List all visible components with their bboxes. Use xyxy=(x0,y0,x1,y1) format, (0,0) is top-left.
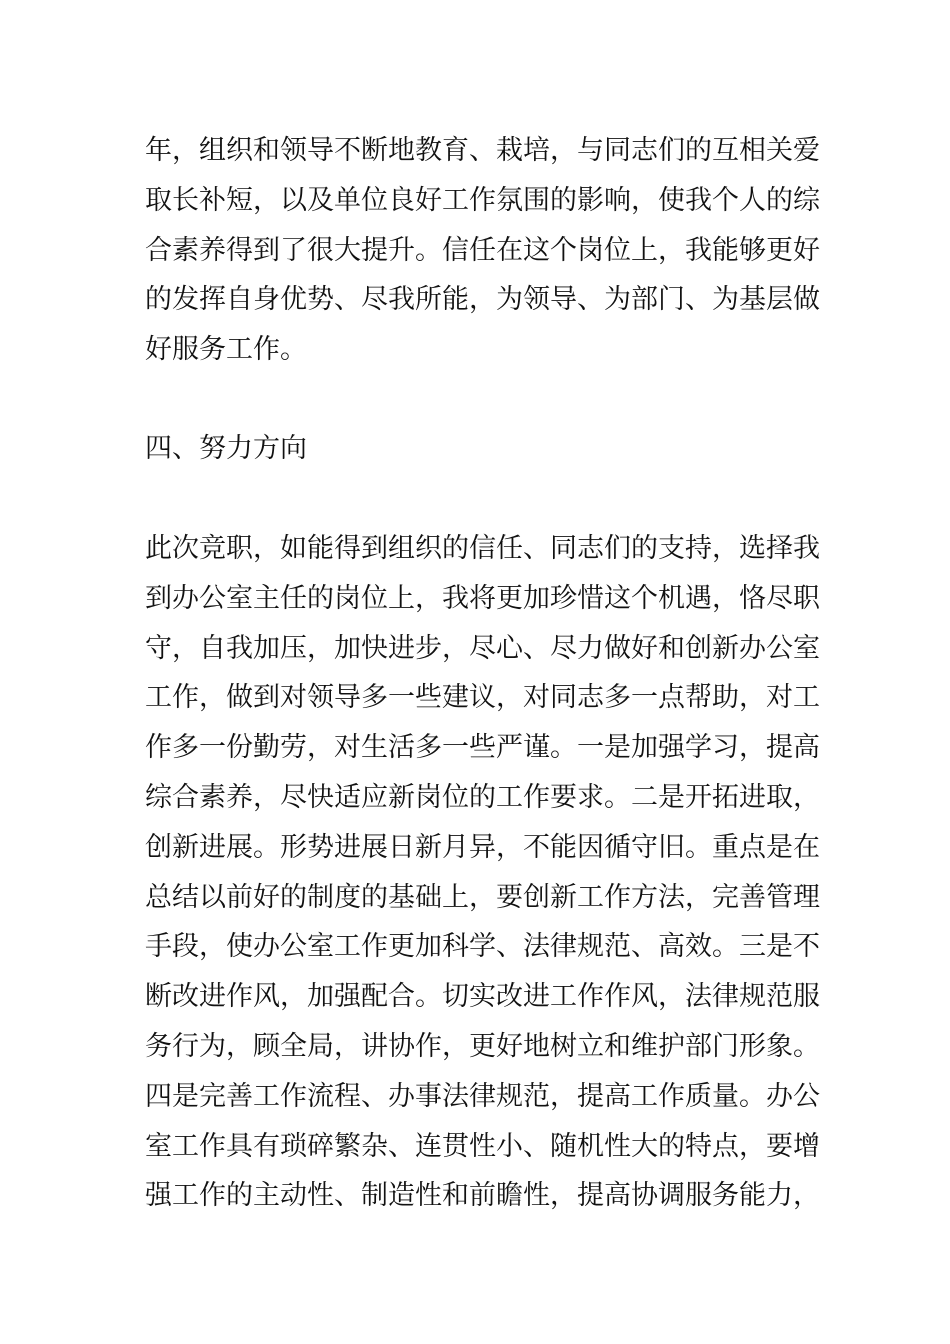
paragraph-line: 四是完善工作流程、办事法律规范，提高工作质量。办公 xyxy=(145,1080,820,1112)
paragraph-line: 断改进作风，加强配合。切实改进工作作风，法律规范服 xyxy=(145,981,820,1013)
paragraph-line: 的发挥自身优势、尽我所能，为领导、为部门、为基层做 xyxy=(145,284,820,316)
paragraph-line: 好服务工作。 xyxy=(145,334,307,366)
paragraph-1 xyxy=(145,126,820,375)
paragraph-line: 务行为，顾全局，讲协作，更好地树立和维护部门形象。 xyxy=(145,1030,820,1062)
paragraph-line: 手段，使办公室工作更加科学、法律规范、高效。三是不 xyxy=(145,931,820,963)
paragraph-line: 综合素养，尽快适应新岗位的工作要求。二是开拓进取， xyxy=(145,781,820,813)
paragraph-line: 总结以前好的制度的基础上，要创新工作方法，完善管理 xyxy=(145,881,820,913)
paragraph-line: 工作，做到对领导多一些建议，对同志多一点帮助，对工 xyxy=(145,682,820,714)
section-heading xyxy=(145,424,805,474)
paragraph-line: 合素养得到了很大提升。信任在这个岗位上，我能够更好 xyxy=(145,234,820,266)
paragraph-line: 守，自我加压，加快进步，尽心、尽力做好和创新办公室 xyxy=(145,632,820,664)
paragraph-line: 此次竞职，如能得到组织的信任、同志们的支持，选择我 xyxy=(145,533,820,564)
paragraph-line: 室工作具有琐碎繁杂、连贯性小、随机性大的特点，要增 xyxy=(145,1130,820,1162)
paragraph-line: 取长补短，以及单位良好工作氛围的影响，使我个人的综 xyxy=(145,184,820,216)
paragraph-2 xyxy=(145,524,820,1221)
paragraph-line: 到办公室主任的岗位上，我将更加珍惜这个机遇，恪尽职 xyxy=(145,582,820,614)
paragraph-line: 创新进展。形势进展日新月异，不能因循守旧。重点是在 xyxy=(145,831,820,863)
paragraph-line: 强工作的主动性、制造性和前瞻性，提高协调服务能力， xyxy=(145,1180,820,1212)
section-heading-text: 四、努力方向 xyxy=(145,433,307,464)
paragraph-line: 作多一份勤劳，对生活多一些严谨。一是加强学习，提高 xyxy=(145,732,820,764)
paragraph-line: 年，组织和领导不断地教育、栽培，与同志们的互相关爱 xyxy=(145,135,820,166)
